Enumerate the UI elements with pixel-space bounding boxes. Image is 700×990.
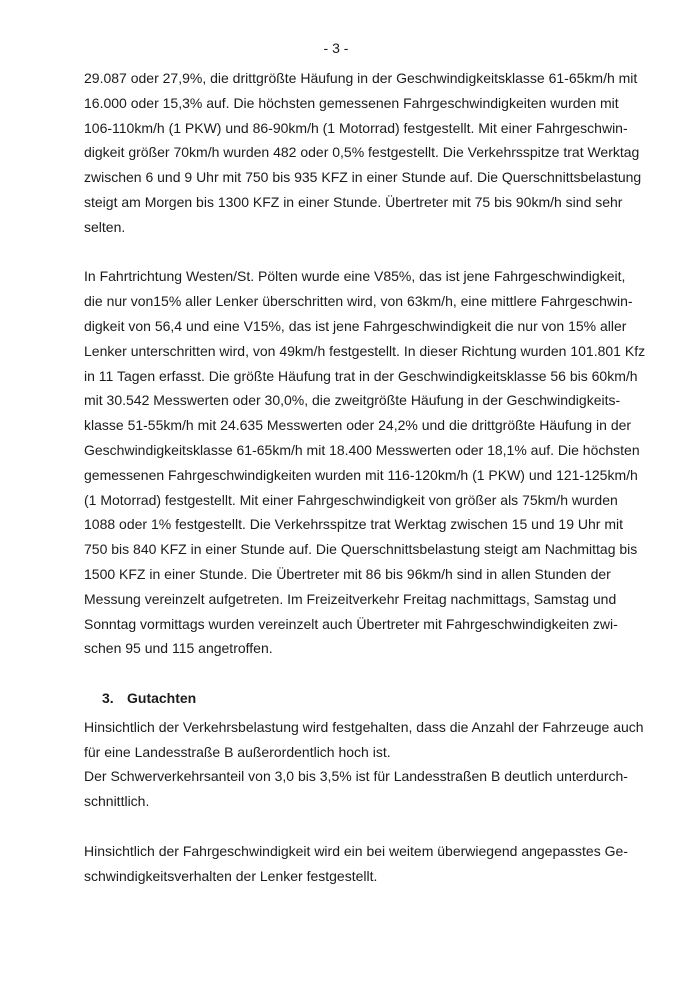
text-line: Geschwindigkeitsklasse 61-65km/h mit 18.400 Messwerten oder 18,1% auf. Die höchsten	[84, 441, 640, 458]
text-line: schen 95 und 115 angetroffen.	[84, 640, 273, 657]
text-line: steigt am Morgen bis 1300 KFZ in einer Stunde. Übertreter mit 75 bis 90km/h sind sehr	[84, 193, 623, 210]
heading-number: 3.	[102, 689, 114, 706]
text-line: 16.000 oder 15,3% auf. Die höchsten gemessenen Fahrgeschwindigkeiten wurden mit	[84, 94, 619, 111]
text-line: 1088 oder 1% festgestellt. Die Verkehrsspitze trat Werktag zwischen 15 und 19 Uhr mit	[84, 516, 624, 533]
text-line: Messung vereinzelt aufgetreten. Im Freizeitverkehr Freitag nachmittags, Samstag und	[84, 590, 617, 607]
text-line: digkeit größer 70km/h wurden 482 oder 0,5% festgestellt. Die Verkehrsspitze trat Werktag	[84, 144, 640, 161]
page-number: - 3 -	[323, 40, 349, 56]
text-line: selten.	[84, 218, 126, 235]
paragraph-gutachten-verkehrsbelastung	[84, 715, 674, 814]
text-line: mit 30.542 Messwerten oder 30,0%, die zweitgrößte Häufung in der Geschwindigkeits-	[84, 392, 621, 409]
text-line: (1 Motorrad) festgestellt. Mit einer Fahrgeschwindigkeit von größer als 75km/h wurden	[84, 491, 618, 508]
text-line: zwischen 6 und 9 Uhr mit 750 bis 935 KFZ in einer Stunde auf. Die Querschnittsbelastung	[84, 169, 642, 186]
document-body	[84, 66, 674, 913]
paragraph-richtung-westen	[84, 264, 674, 661]
text-line: für eine Landesstraße B außerordentlich hoch ist.	[84, 743, 391, 760]
text-line: schwindigkeitsverhalten der Lenker festgestellt.	[84, 867, 378, 884]
text-line: 29.087 oder 27,9%, die drittgrößte Häufung in der Geschwindigkeitsklasse 61-65km/h mit	[84, 70, 638, 86]
text-line: Hinsichtlich der Fahrgeschwindigkeit wird ein bei weitem überwiegend angepasstes Ge-	[84, 842, 628, 859]
text-line: klasse 51-55km/h mit 24.635 Messwerten oder 24,2% und die drittgrößte Häufung in der	[84, 417, 632, 434]
text-line: schnittlich.	[84, 793, 150, 810]
text-line: die nur von15% aller Lenker überschritten wird, von 63km/h, eine mittlere Fahrgeschwin-	[84, 293, 633, 310]
paragraph-gutachten-fahrgeschwindigkeit	[84, 839, 674, 889]
text-line: In Fahrtrichtung Westen/St. Pölten wurde eine V85%, das ist jene Fahrgeschwindigkeit,	[84, 268, 626, 285]
text-line: in 11 Tagen erfasst. Die größte Häufung trat in der Geschwindigkeitsklasse 56 bis 60km/h	[84, 367, 638, 384]
section-heading-gutachten	[84, 686, 674, 711]
text-line: Der Schwerverkehrsanteil von 3,0 bis 3,5% ist für Landesstraßen B deutlich unterdurch-	[84, 768, 628, 785]
text-line: 106-110km/h (1 PKW) und 86-90km/h (1 Motorrad) festgestellt. Mit einer Fahrgeschwin-	[84, 119, 628, 136]
text-line: gemessenen Fahrgeschwindigkeiten wurden mit 116-120km/h (1 PKW) und 121-125km/h	[84, 466, 638, 483]
text-line: Hinsichtlich der Verkehrsbelastung wird festgehalten, dass die Anzahl der Fahrzeuge auch	[84, 718, 644, 735]
paragraph-richtung-ost	[84, 66, 674, 240]
text-line: 750 bis 840 KFZ in einer Stunde auf. Die Querschnittsbelastung steigt am Nachmittag bis	[84, 541, 638, 558]
heading-text: Gutachten	[127, 689, 197, 706]
text-line: Sonntag vormittags wurden vereinzelt auch Übertreter mit Fahrgeschwindigkeiten zwi-	[84, 615, 618, 632]
text-line: 1500 KFZ in einer Stunde. Die Übertreter mit 86 bis 96km/h sind in allen Stunden der	[84, 565, 611, 582]
text-line: Lenker unterschritten wird, von 49km/h festgestellt. In dieser Richtung wurden 101.801 Kfz	[84, 342, 646, 359]
text-line: digkeit von 56,4 und eine V15%, das ist jene Fahrgeschwindigkeit die nur von 15% aller	[84, 317, 627, 334]
